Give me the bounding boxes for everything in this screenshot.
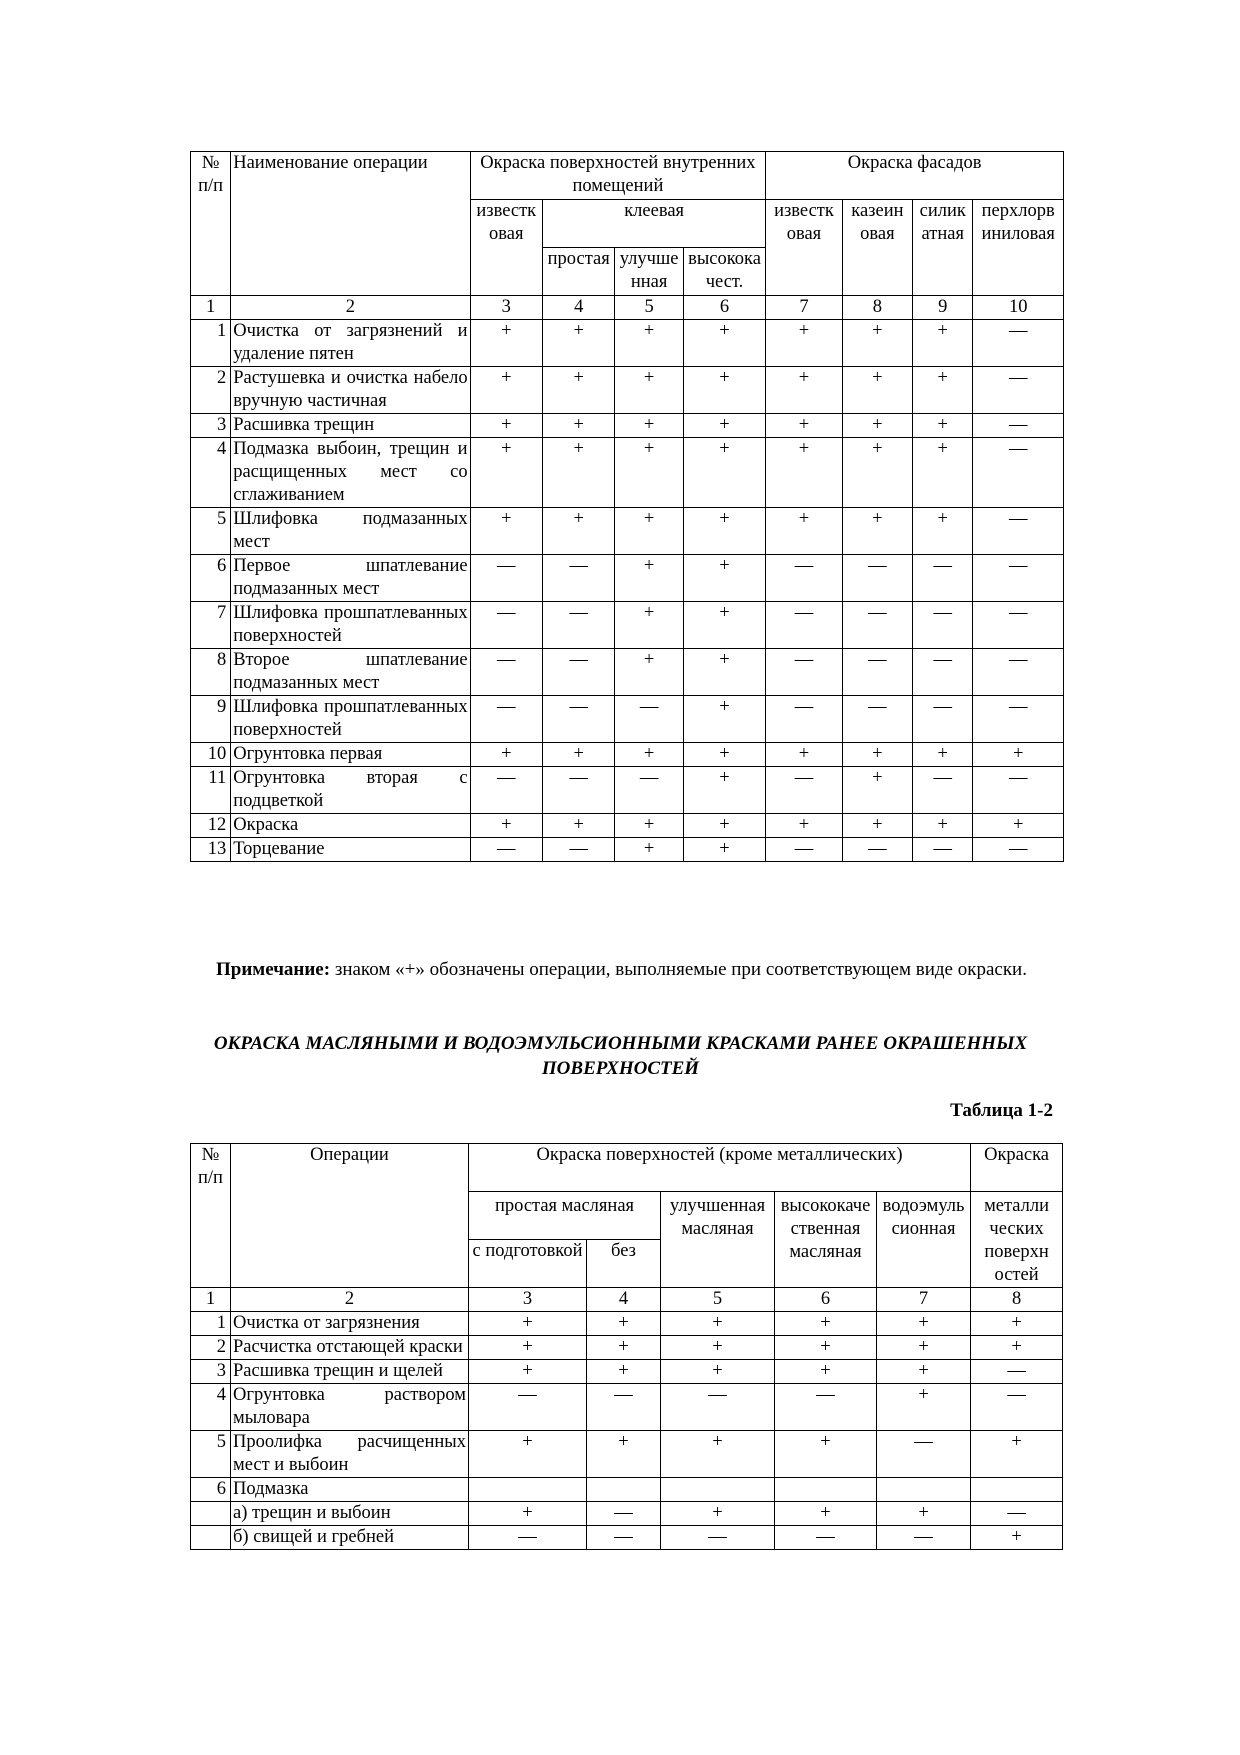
row-number: 5 xyxy=(191,508,231,555)
applicability-mark: + xyxy=(775,1312,877,1336)
note-paragraph xyxy=(188,957,1053,982)
applicability-mark: — xyxy=(973,696,1064,743)
operation-name: Шлифовка прошпатлеванных поверхностей xyxy=(231,602,470,649)
operation-name: Шлифовка прошпатлеванных поверхностей xyxy=(231,696,470,743)
applicability-mark: + xyxy=(842,320,912,367)
table-row xyxy=(191,767,1064,814)
applicability-mark: + xyxy=(913,814,973,838)
applicability-mark: + xyxy=(683,696,765,743)
applicability-mark: — xyxy=(877,1526,971,1550)
applicability-mark: + xyxy=(913,367,973,414)
row-number: 6 xyxy=(191,1478,231,1502)
row-number: 4 xyxy=(191,438,231,508)
applicability-mark: + xyxy=(469,1431,587,1478)
applicability-mark: + xyxy=(842,743,912,767)
applicability-mark: + xyxy=(842,367,912,414)
table-row xyxy=(191,1431,1063,1478)
applicability-mark: + xyxy=(615,814,683,838)
applicability-mark: + xyxy=(470,438,542,508)
applicability-mark: + xyxy=(683,743,765,767)
operation-name: Проолифка расчищенных мест и выбоин xyxy=(231,1431,469,1478)
header-num: № п/п xyxy=(191,152,231,296)
applicability-mark: — xyxy=(661,1526,775,1550)
applicability-mark: + xyxy=(587,1431,661,1478)
table-row xyxy=(191,1312,1063,1336)
row-number: 1 xyxy=(191,1312,231,1336)
column-number: 9 xyxy=(913,296,973,320)
applicability-mark: — xyxy=(469,1384,587,1431)
applicability-mark: + xyxy=(683,767,765,814)
applicability-mark: + xyxy=(615,838,683,862)
applicability-mark: — xyxy=(842,649,912,696)
applicability-mark: + xyxy=(842,508,912,555)
applicability-mark: — xyxy=(470,649,542,696)
row-number: 5 xyxy=(191,1431,231,1478)
operation-name: а) трещин и выбоин xyxy=(231,1502,469,1526)
column-number: 5 xyxy=(661,1288,775,1312)
applicability-mark: — xyxy=(973,438,1064,508)
applicability-mark: + xyxy=(469,1312,587,1336)
applicability-mark: + xyxy=(615,414,683,438)
header-surface-painting: Окраска поверхностей (кроме металлических) xyxy=(469,1144,971,1192)
table-row xyxy=(191,508,1064,555)
applicability-mark: + xyxy=(469,1360,587,1384)
header-operation-name: Наименование операции xyxy=(231,152,470,296)
applicability-mark: + xyxy=(683,649,765,696)
applicability-mark: + xyxy=(683,414,765,438)
applicability-mark: + xyxy=(842,414,912,438)
applicability-mark: — xyxy=(470,602,542,649)
header-water-emulsion: водоэмуль сионная xyxy=(877,1192,971,1288)
applicability-mark: — xyxy=(971,1384,1063,1431)
table-row xyxy=(191,1360,1063,1384)
operation-name: Растушевка и очистка набело вручную частичная xyxy=(231,367,470,414)
applicability-mark: — xyxy=(913,602,973,649)
operation-name: Очистка от загрязнения xyxy=(231,1312,469,1336)
applicability-mark: — xyxy=(542,696,614,743)
header-metal-painting: Окраска xyxy=(971,1144,1063,1192)
table-row xyxy=(191,696,1064,743)
table-row xyxy=(191,649,1064,696)
applicability-mark: — xyxy=(842,838,912,862)
header-metal-surfaces: металли ческих поверхн остей xyxy=(971,1192,1063,1288)
header-glue-simple: простая xyxy=(542,248,614,296)
applicability-mark xyxy=(971,1478,1063,1502)
applicability-mark: + xyxy=(971,1431,1063,1478)
applicability-mark: — xyxy=(913,767,973,814)
applicability-mark: + xyxy=(542,414,614,438)
applicability-mark: — xyxy=(842,696,912,743)
applicability-mark: — xyxy=(587,1502,661,1526)
table-row xyxy=(191,1502,1063,1526)
header-perchlorovinyl: перхлорв иниловая xyxy=(973,200,1064,296)
applicability-mark: — xyxy=(470,696,542,743)
applicability-mark: + xyxy=(877,1384,971,1431)
applicability-mark: + xyxy=(971,1312,1063,1336)
applicability-mark: + xyxy=(775,1360,877,1384)
table-row xyxy=(191,1526,1063,1550)
applicability-mark xyxy=(587,1478,661,1502)
applicability-mark xyxy=(775,1478,877,1502)
applicability-mark: + xyxy=(615,320,683,367)
applicability-mark: + xyxy=(587,1312,661,1336)
column-number: 4 xyxy=(542,296,614,320)
applicability-mark: — xyxy=(766,696,842,743)
operation-name: Огрунтовка вторая с подцветкой xyxy=(231,767,470,814)
row-number: 6 xyxy=(191,555,231,602)
applicability-mark: + xyxy=(542,367,614,414)
applicability-mark: + xyxy=(683,555,765,602)
column-number: 3 xyxy=(470,296,542,320)
applicability-mark: + xyxy=(973,743,1064,767)
operation-name: Расшивка трещин и щелей xyxy=(231,1360,469,1384)
applicability-mark: — xyxy=(766,602,842,649)
table-row xyxy=(191,320,1064,367)
operation-name: Подмазка выбоин, трещин и расщищенных мест со сглаживанием xyxy=(231,438,470,508)
applicability-mark xyxy=(877,1478,971,1502)
header-glue-improved: улучше нная xyxy=(615,248,683,296)
table-row xyxy=(191,1384,1063,1431)
operation-name: Огрунтовка раствором мыловара xyxy=(231,1384,469,1431)
repainting-operations-table xyxy=(190,1143,1063,1550)
applicability-mark: + xyxy=(469,1336,587,1360)
applicability-mark: + xyxy=(683,438,765,508)
row-number: 2 xyxy=(191,1336,231,1360)
applicability-mark: + xyxy=(842,438,912,508)
applicability-mark: — xyxy=(913,696,973,743)
header-casein: казеин овая xyxy=(842,200,912,296)
applicability-mark: + xyxy=(971,1526,1063,1550)
applicability-mark: + xyxy=(661,1502,775,1526)
table-row xyxy=(191,438,1064,508)
row-number: 12 xyxy=(191,814,231,838)
applicability-mark: — xyxy=(842,602,912,649)
header-with-preparation: с подготовкой xyxy=(469,1240,587,1288)
applicability-mark: — xyxy=(973,320,1064,367)
applicability-mark: — xyxy=(913,555,973,602)
applicability-mark: — xyxy=(469,1526,587,1550)
applicability-mark: — xyxy=(542,602,614,649)
operation-name: Расчистка отстающей краски xyxy=(231,1336,469,1360)
section-heading: ОКРАСКА МАСЛЯНЫМИ И ВОДОЭМУЛЬСИОННЫМИ КРАСКАМИ РАНЕЕ ОКРАШЕННЫХ ПОВЕРХНОСТЕЙ xyxy=(213,1033,1028,1079)
column-number: 4 xyxy=(587,1288,661,1312)
row-number: 8 xyxy=(191,649,231,696)
column-number: 2 xyxy=(231,296,470,320)
table-row xyxy=(191,1478,1063,1502)
applicability-mark: + xyxy=(766,743,842,767)
column-number: 7 xyxy=(877,1288,971,1312)
applicability-mark: — xyxy=(973,555,1064,602)
note-label: Примечание: xyxy=(216,959,331,980)
applicability-mark xyxy=(469,1478,587,1502)
table-row xyxy=(191,414,1064,438)
table-row xyxy=(191,555,1064,602)
applicability-mark: — xyxy=(661,1384,775,1431)
applicability-mark: + xyxy=(661,1360,775,1384)
applicability-mark: + xyxy=(615,649,683,696)
row-number: 2 xyxy=(191,367,231,414)
applicability-mark: + xyxy=(877,1502,971,1526)
applicability-mark: + xyxy=(683,838,765,862)
row-number: 3 xyxy=(191,1360,231,1384)
header-without-preparation: без xyxy=(587,1240,661,1288)
applicability-mark: + xyxy=(615,555,683,602)
table-row xyxy=(191,743,1064,767)
applicability-mark: + xyxy=(615,367,683,414)
applicability-mark: — xyxy=(971,1502,1063,1526)
column-number: 8 xyxy=(971,1288,1063,1312)
applicability-mark: + xyxy=(542,508,614,555)
row-number xyxy=(191,1502,231,1526)
operation-name: Окраска xyxy=(231,814,470,838)
applicability-mark: — xyxy=(542,838,614,862)
row-number: 10 xyxy=(191,743,231,767)
applicability-mark: — xyxy=(470,555,542,602)
applicability-mark: + xyxy=(470,367,542,414)
row-number: 9 xyxy=(191,696,231,743)
applicability-mark: + xyxy=(775,1336,877,1360)
column-number: 8 xyxy=(842,296,912,320)
applicability-mark: — xyxy=(973,649,1064,696)
applicability-mark: + xyxy=(842,767,912,814)
table-row xyxy=(191,367,1064,414)
applicability-mark: + xyxy=(542,743,614,767)
header-facade-painting: Окраска фасадов xyxy=(766,152,1064,200)
applicability-mark: + xyxy=(683,602,765,649)
applicability-mark: + xyxy=(587,1360,661,1384)
applicability-mark: + xyxy=(615,508,683,555)
applicability-mark: + xyxy=(470,414,542,438)
applicability-mark: + xyxy=(973,814,1064,838)
applicability-mark: — xyxy=(971,1360,1063,1384)
applicability-mark: + xyxy=(913,438,973,508)
applicability-mark: + xyxy=(469,1502,587,1526)
applicability-mark: — xyxy=(973,367,1064,414)
column-number: 6 xyxy=(683,296,765,320)
applicability-mark: + xyxy=(615,602,683,649)
applicability-mark: — xyxy=(542,649,614,696)
applicability-mark: + xyxy=(542,438,614,508)
applicability-mark: + xyxy=(877,1336,971,1360)
applicability-mark: — xyxy=(766,555,842,602)
applicability-mark: + xyxy=(470,743,542,767)
column-number-row xyxy=(191,296,1064,320)
row-number: 1 xyxy=(191,320,231,367)
applicability-mark: + xyxy=(766,320,842,367)
header-glue-high-quality: высокока чест. xyxy=(683,248,765,296)
header-high-quality-oil: высококаче ственная масляная xyxy=(775,1192,877,1288)
note-text: знаком «+» обозначены операции, выполняемые при соответствующем виде окраски. xyxy=(330,959,1027,980)
applicability-mark: — xyxy=(842,555,912,602)
applicability-mark: — xyxy=(470,838,542,862)
row-number xyxy=(191,1526,231,1550)
applicability-mark: + xyxy=(775,1431,877,1478)
header-lime-facade: известк овая xyxy=(766,200,842,296)
applicability-mark: — xyxy=(766,767,842,814)
column-number: 6 xyxy=(775,1288,877,1312)
applicability-mark: — xyxy=(542,555,614,602)
applicability-mark: + xyxy=(971,1336,1063,1360)
applicability-mark: + xyxy=(542,814,614,838)
header-lime-interior: известк овая xyxy=(470,200,542,296)
row-number: 4 xyxy=(191,1384,231,1431)
column-number-row xyxy=(191,1288,1063,1312)
applicability-mark: + xyxy=(766,438,842,508)
applicability-mark: + xyxy=(661,1431,775,1478)
applicability-mark: + xyxy=(661,1336,775,1360)
table-row xyxy=(191,838,1064,862)
column-number: 1 xyxy=(191,296,231,320)
table-row xyxy=(191,1336,1063,1360)
applicability-mark: — xyxy=(470,767,542,814)
operation-name: Расшивка трещин xyxy=(231,414,470,438)
table1-body xyxy=(191,320,1064,862)
column-number: 10 xyxy=(973,296,1064,320)
header-simple-oil: простая масляная xyxy=(469,1192,661,1240)
applicability-mark: + xyxy=(542,320,614,367)
header-interior-painting: Окраска поверхностей внутренних помещений xyxy=(470,152,766,200)
header-num: № п/п xyxy=(191,1144,231,1288)
table-label: Таблица 1-2 xyxy=(950,1100,1053,1121)
painting-operations-table xyxy=(190,151,1064,862)
applicability-mark: + xyxy=(470,320,542,367)
applicability-mark: — xyxy=(775,1526,877,1550)
applicability-mark xyxy=(661,1478,775,1502)
applicability-mark: + xyxy=(766,414,842,438)
operation-name: Огрунтовка первая xyxy=(231,743,470,767)
applicability-mark: — xyxy=(973,508,1064,555)
column-number: 5 xyxy=(615,296,683,320)
applicability-mark: — xyxy=(542,767,614,814)
operation-name: б) свищей и гребней xyxy=(231,1526,469,1550)
column-number: 1 xyxy=(191,1288,231,1312)
applicability-mark: + xyxy=(615,743,683,767)
applicability-mark: — xyxy=(775,1384,877,1431)
applicability-mark: + xyxy=(766,814,842,838)
applicability-mark: — xyxy=(615,767,683,814)
applicability-mark: + xyxy=(766,367,842,414)
operation-name: Шлифовка подмазанных мест xyxy=(231,508,470,555)
column-number: 2 xyxy=(231,1288,469,1312)
row-number: 13 xyxy=(191,838,231,862)
applicability-mark: — xyxy=(913,838,973,862)
column-number: 3 xyxy=(469,1288,587,1312)
applicability-mark: + xyxy=(877,1312,971,1336)
header-operations: Операции xyxy=(231,1144,469,1288)
applicability-mark: + xyxy=(913,414,973,438)
operation-name: Очистка от загрязнений и удаление пятен xyxy=(231,320,470,367)
applicability-mark: + xyxy=(470,814,542,838)
applicability-mark: — xyxy=(587,1384,661,1431)
header-glue: клеевая xyxy=(542,200,765,248)
applicability-mark: + xyxy=(913,743,973,767)
operation-name: Подмазка xyxy=(231,1478,469,1502)
applicability-mark: + xyxy=(775,1502,877,1526)
applicability-mark: — xyxy=(587,1526,661,1550)
applicability-mark: + xyxy=(615,438,683,508)
applicability-mark: — xyxy=(877,1431,971,1478)
applicability-mark: + xyxy=(877,1360,971,1384)
applicability-mark: — xyxy=(615,696,683,743)
applicability-mark: + xyxy=(683,508,765,555)
operation-name: Торцевание xyxy=(231,838,470,862)
column-number: 7 xyxy=(766,296,842,320)
applicability-mark: — xyxy=(913,649,973,696)
row-number: 11 xyxy=(191,767,231,814)
applicability-mark: — xyxy=(766,838,842,862)
applicability-mark: + xyxy=(766,508,842,555)
table-row xyxy=(191,814,1064,838)
row-number: 7 xyxy=(191,602,231,649)
applicability-mark: — xyxy=(973,414,1064,438)
applicability-mark: + xyxy=(587,1336,661,1360)
operation-name: Первое шпатлевание подмазанных мест xyxy=(231,555,470,602)
applicability-mark: + xyxy=(470,508,542,555)
row-number: 3 xyxy=(191,414,231,438)
header-improved-oil: улучшенная масляная xyxy=(661,1192,775,1288)
applicability-mark: — xyxy=(973,602,1064,649)
applicability-mark: + xyxy=(842,814,912,838)
applicability-mark: — xyxy=(973,838,1064,862)
operation-name: Второе шпатлевание подмазанных мест xyxy=(231,649,470,696)
applicability-mark: + xyxy=(661,1312,775,1336)
table2-body xyxy=(191,1312,1063,1550)
applicability-mark: + xyxy=(913,508,973,555)
header-silicate: силик атная xyxy=(913,200,973,296)
applicability-mark: + xyxy=(913,320,973,367)
applicability-mark: + xyxy=(683,814,765,838)
applicability-mark: + xyxy=(683,320,765,367)
applicability-mark: + xyxy=(683,367,765,414)
table-row xyxy=(191,602,1064,649)
applicability-mark: — xyxy=(766,649,842,696)
applicability-mark: — xyxy=(973,767,1064,814)
